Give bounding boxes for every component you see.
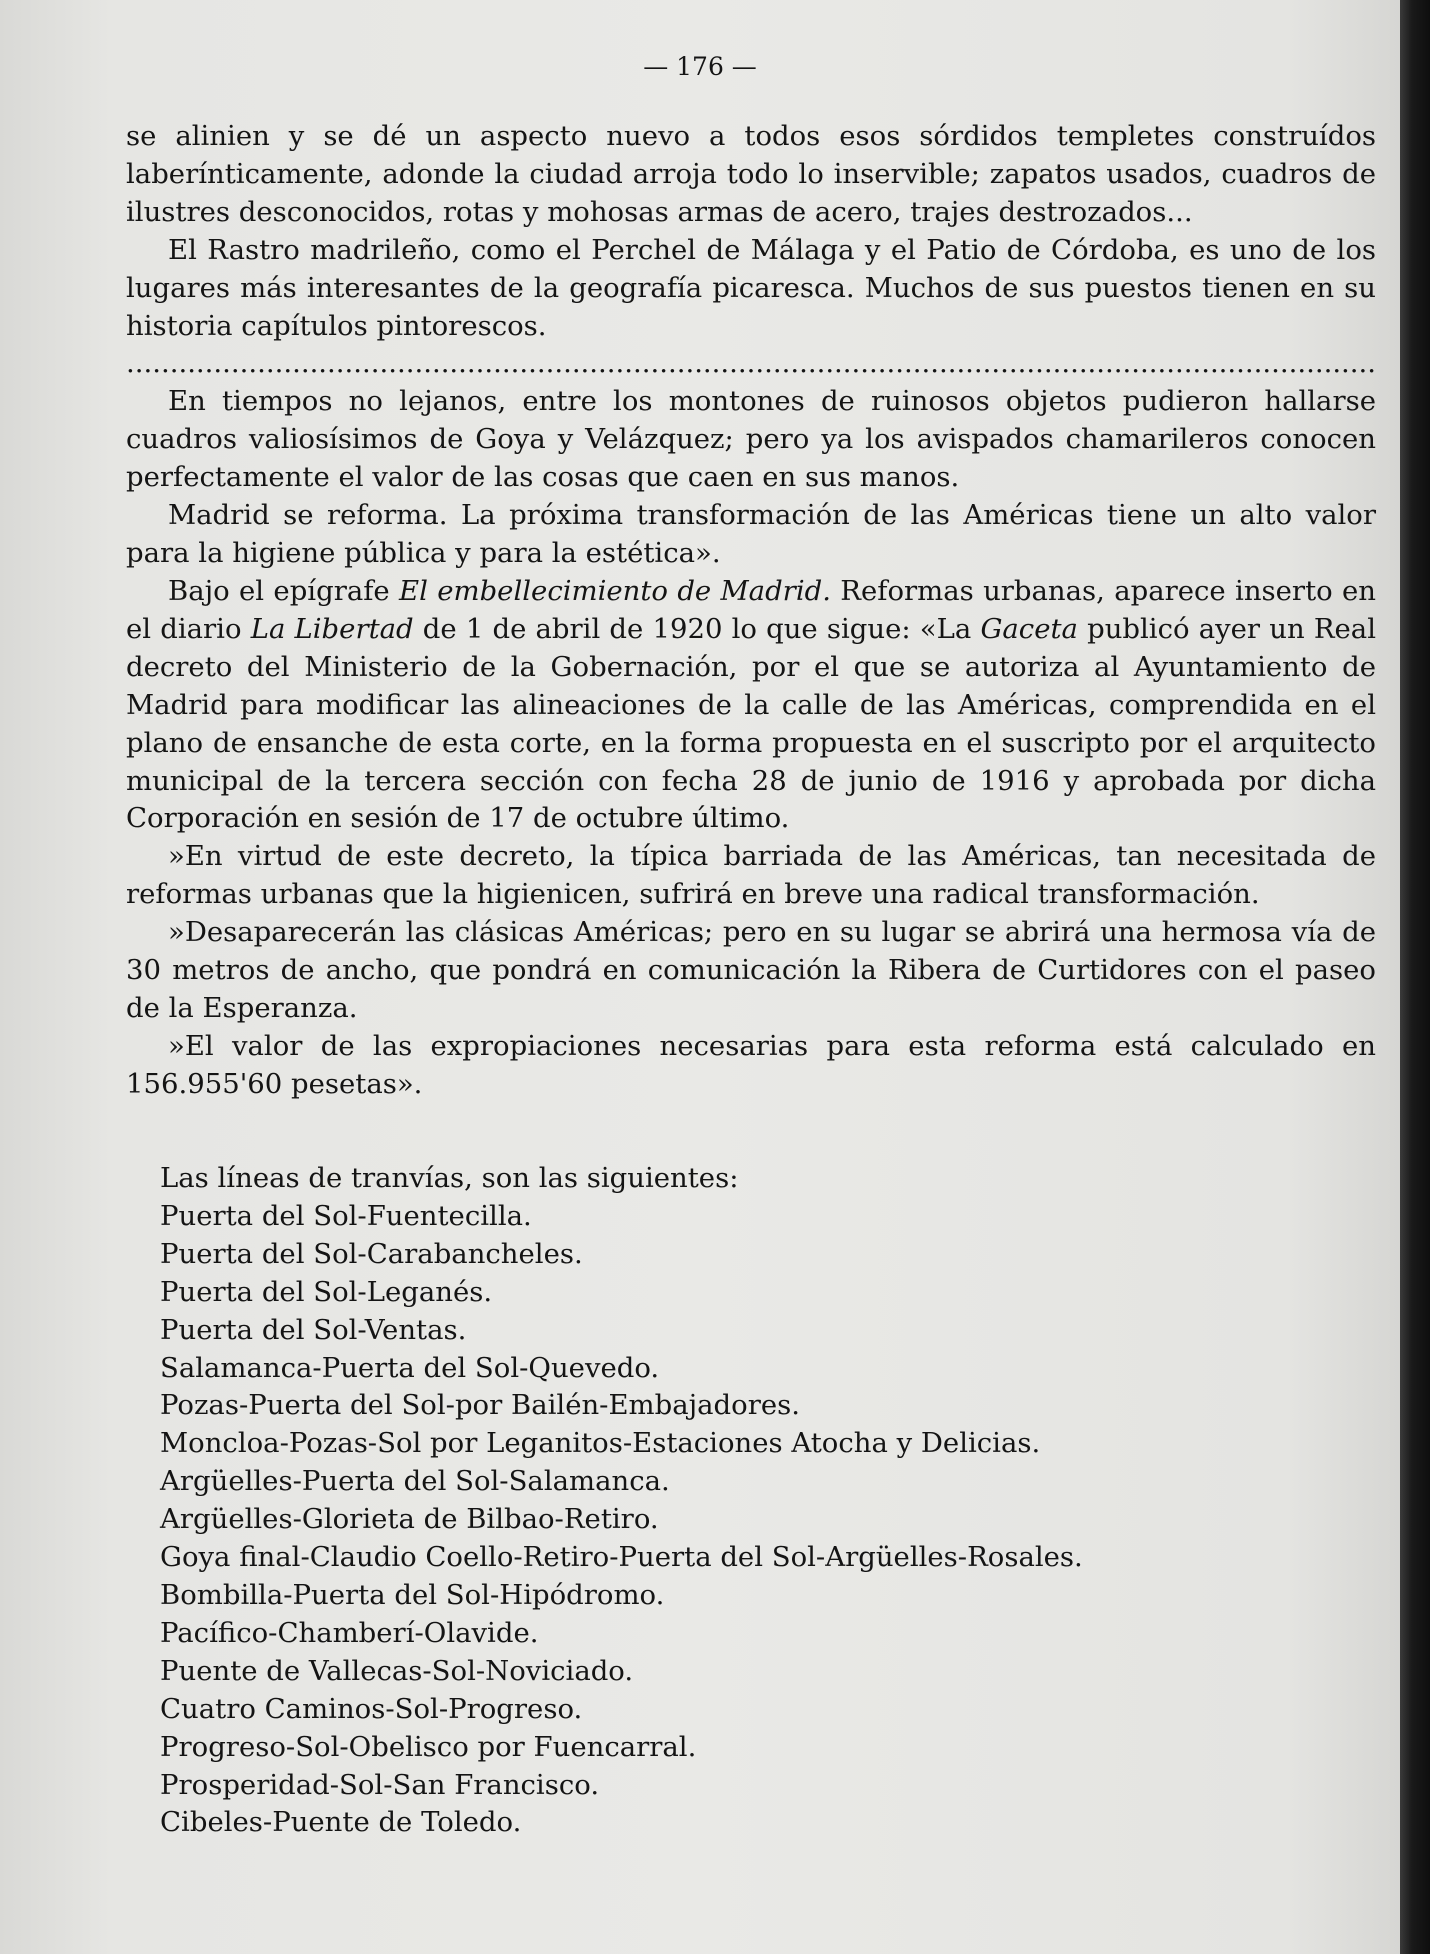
paragraph-3: En tiempos no lejanos, entre los montones de ruinosos objetos pudieron hallarse cuadros valiosísimos de Goya y Velázquez; pero ya los avispados chamarileros conocen perfectamente el valor de las cosas que caen en sus manos. [126, 385, 1376, 494]
tram-line-item: Bombilla-Puerta del Sol-Hipódromo. [160, 1578, 665, 1611]
paragraph-4: Madrid se reforma. La próxima transformación de las Américas tiene un alto valor para la higiene pública y para la estética». [126, 499, 1376, 570]
tram-line-item: Moncloa-Pozas-Sol por Leganitos-Estaciones Atocha y Delicias. [160, 1427, 1041, 1460]
tram-line-item: Puerta del Sol-Carabancheles. [160, 1237, 583, 1270]
tram-line-item: Cuatro Caminos-Sol-Progreso. [160, 1692, 583, 1725]
paragraph-5-mid2: de 1 de abril de 1920 lo que sigue: «La [413, 612, 981, 645]
paragraph-6: »En virtud de este decreto, la típica barriada de las Américas, tan necesitada de reformas urbanas que la higienicen, sufrirá en breve una radical transformación. [126, 840, 1376, 911]
ellipsis-separator [126, 345, 1376, 383]
tram-line-item: Cibeles-Puente de Toledo. [160, 1806, 522, 1839]
tram-line-item: Goya final-Claudio Coello-Retiro-Puerta del Sol-Argüelles-Rosales. [160, 1541, 1083, 1574]
tram-line-item: Puerta del Sol-Leganés. [160, 1275, 493, 1308]
page-number: — 176 — [643, 52, 757, 81]
tram-line-item: Pozas-Puerta del Sol-por Bailén-Embajadores. [160, 1389, 800, 1422]
paragraph-1: se alinien y se dé un aspecto nuevo a todos esos sórdidos templetes construídos laberínticamente, adonde la ciudad arroja todo lo inservible; zapatos usados, cuadros de ilustres desconocidos, rotas y mohosas armas de acero, trajes destrozados... [126, 120, 1376, 228]
tram-line-item: Puente de Vallecas-Sol-Noviciado. [160, 1654, 634, 1687]
paragraph-5-post: publicó ayer un Real decreto del Ministerio de la Gobernación, por el que se autoriza al Ayuntamiento de Madrid para modificar las alineaciones de la calle de las Américas, comprendida en el plano de ensanche de esta corte, en la forma propuesta en el suscripto por el arquitecto municipal de la tercera sección con fecha 28 de junio de 1916 y aprobada por dicha Corporación en sesión de 17 de octubre último. [126, 612, 1376, 835]
tram-lines-list [160, 1160, 1310, 1842]
paragraph-7: »Desaparecerán las clásicas Américas; pero en su lugar se abrirá una hermosa vía de 30 metros de ancho, que pondrá en comunicación la Ribera de Curtidores con el paseo de la Esperanza. [126, 916, 1376, 1024]
newspaper-name: La Libertad [250, 612, 414, 645]
paragraph-5-mid1: Reformas urbanas, aparece inserto en el diario [126, 574, 1377, 645]
paragraph-5 [126, 573, 1376, 838]
paragraph-8: »El valor de las expropiaciones necesarias para esta reforma está calculado en 156.955'60 pesetas». [126, 1029, 1376, 1100]
tram-line-item: Puerta del Sol-Fuentecilla. [160, 1199, 532, 1232]
gazette-name: Gaceta [980, 612, 1078, 645]
article-title: El embellecimiento de Madrid. [399, 574, 831, 607]
tram-line-item: Argüelles-Puerta del Sol-Salamanca. [160, 1465, 670, 1498]
body-text [126, 118, 1376, 1104]
tram-line-item: Pacífico-Chamberí-Olavide. [160, 1616, 539, 1649]
tram-line-item: Argüelles-Glorieta de Bilbao-Retiro. [160, 1503, 659, 1536]
tram-line-item: Prosperidad-Sol-San Francisco. [160, 1768, 600, 1801]
tram-line-item: Salamanca-Puerta del Sol-Quevedo. [160, 1351, 660, 1384]
paragraph-2: El Rastro madrileño, como el Perchel de Málaga y el Patio de Córdoba, es uno de los lugares más interesantes de la geografía picaresca. Muchos de sus puestos tienen en su historia capítulos pintorescos. [126, 233, 1376, 342]
tram-line-item: Puerta del Sol-Ventas. [160, 1313, 467, 1346]
tram-lines-intro: Las líneas de tranvías, son las siguientes: [160, 1162, 739, 1194]
book-spine-edge [1400, 0, 1430, 1954]
tram-line-item: Progreso-Sol-Obelisco por Fuencarral. [160, 1730, 697, 1763]
paragraph-5-pre: Bajo el epígrafe [168, 574, 400, 607]
